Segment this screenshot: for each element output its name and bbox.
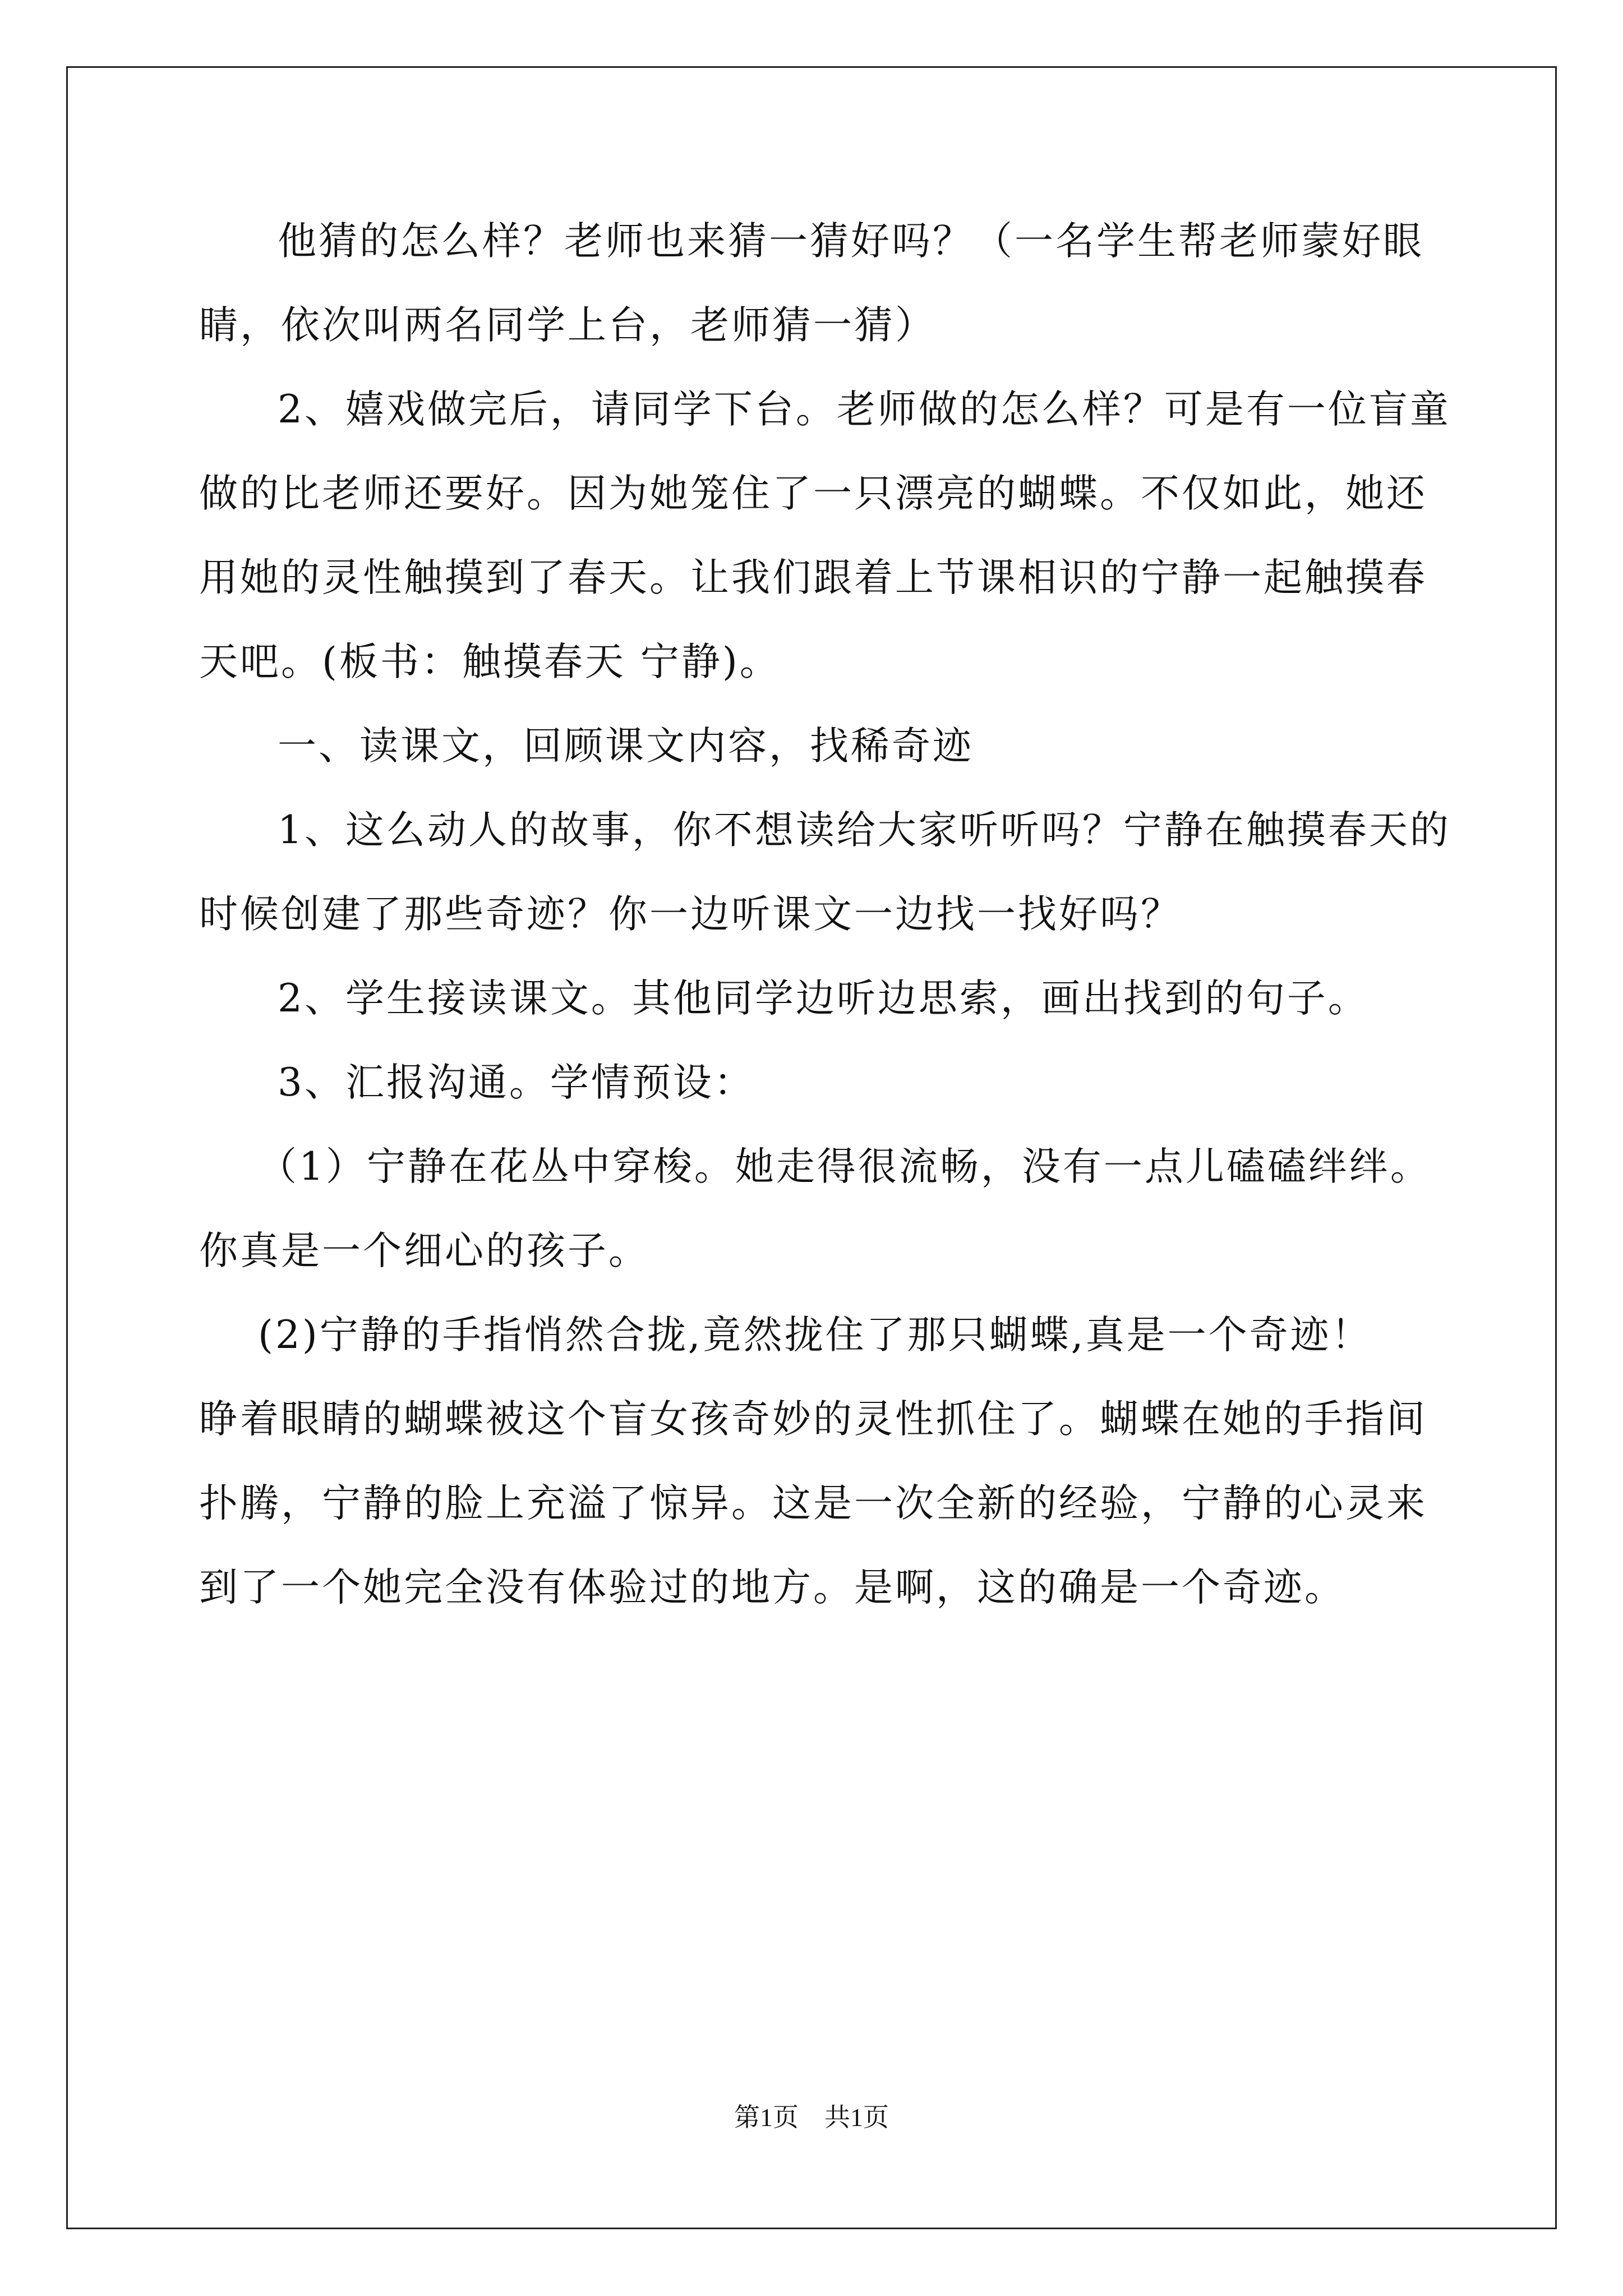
page-number: 第1页 共1页	[734, 2103, 889, 2132]
text-line: 你真是一个细心的孩子。	[199, 1228, 649, 1273]
text-line: 时候创建了那些奇迹？你一边听课文一边找一找好吗？	[199, 892, 1182, 937]
text-line: 2、学生接读课文。其他同学边听边思索，画出找到的句子。	[278, 976, 1369, 1021]
text-line: 他猜的怎么样？老师也来猜一猜好吗？（一名学生帮老师蒙好眼	[278, 219, 1424, 264]
text-line: 天吧。(板书：触摸春天 宁静)。	[199, 639, 781, 684]
text-line: 睛，依次叫两名同学上台，老师猜一猜）	[199, 303, 936, 348]
text-line: 用她的灵性触摸到了春天。让我们跟着上节课相识的宁静一起触摸春	[199, 555, 1427, 600]
section-heading: 一、读课文，回顾课文内容，找稀奇迹	[278, 724, 974, 769]
text-line: 做的比老师还要好。因为她笼住了一只漂亮的蝴蝶。不仅如此，她还	[199, 471, 1427, 516]
text-line: （1）宁静在花丛中穿梭。她走得很流畅，没有一点儿磕磕绊绊。	[258, 1144, 1431, 1189]
text-line: 2、嬉戏做完后，请同学下台。老师做的怎么样？可是有一位盲童	[278, 387, 1451, 432]
text-line: 到了一个她完全没有体验过的地方。是啊，这的确是一个奇迹。	[199, 1565, 1345, 1610]
text-line: 3、汇报沟通。学情预设：	[278, 1060, 755, 1105]
text-line: 1、这么动人的故事，你不想读给大家听听吗？宁静在触摸春天的	[278, 808, 1451, 853]
text-line: 扑腾，宁静的脸上充溢了惊异。这是一次全新的经验，宁静的心灵来	[199, 1481, 1427, 1526]
text-line: (2)宁静的手指悄然合拢,竟然拢住了那只蝴蝶,真是一个奇迹！	[258, 1313, 1372, 1358]
text-line: 睁着眼睛的蝴蝶被这个盲女孩奇妙的灵性抓住了。蝴蝶在她的手指间	[199, 1397, 1427, 1442]
